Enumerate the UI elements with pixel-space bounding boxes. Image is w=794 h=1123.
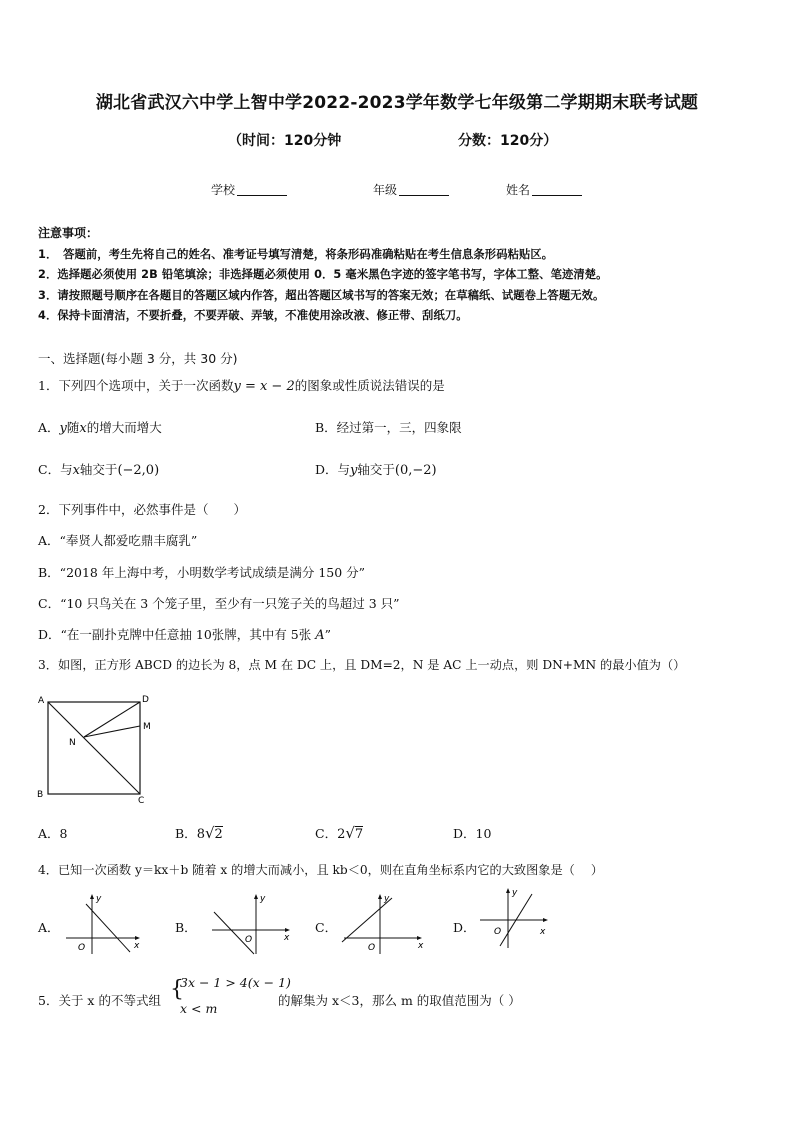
math-point: (0,−2) bbox=[394, 463, 437, 478]
question-4-stem: 4．已知一次函数 y＝kx＋b 随着 x 的增大而减小，且 kb＜0，则在直角坐标系内它的大致图象是（ ） bbox=[38, 863, 604, 877]
q1-option-b: B．经过第一，三，四象限 bbox=[315, 420, 462, 435]
note-item: 3．请按照题号顺序在各题目的答题区域内作答，超出答题区域书写的答案无效；在草稿纸、试题卷上答题无效。 bbox=[38, 289, 605, 302]
y-label: y bbox=[260, 894, 266, 904]
q2-option-b: B．“2018 年上海中考，小明数学考试成绩是满分 150 分” bbox=[38, 565, 366, 580]
notes-title: 注意事项： bbox=[38, 226, 99, 240]
x-label: x bbox=[418, 941, 424, 951]
option-text: 轴交于 bbox=[79, 462, 118, 477]
q2-option-a: A．“奉贤人都爱吃鼎丰腐乳” bbox=[38, 533, 198, 548]
q1-stem-text-end: 的图象或性质说法错误的是 bbox=[294, 378, 445, 393]
q4-graph-a bbox=[62, 890, 144, 958]
question-3-stem: 3．如图，正方形 ABCD 的边长为 8，点 M 在 DC 上，且 DM=2，N 是 AC 上一动点，则 DN+MN 的最小值为（） bbox=[38, 658, 686, 672]
q2-option-c: C．“10 只鸟关在 3 个笼子里，至少有一只笼子关的鸟超过 3 只” bbox=[38, 596, 400, 611]
diagonal-ac bbox=[48, 702, 140, 794]
y-label: y bbox=[512, 888, 518, 898]
y-arrow-icon bbox=[378, 894, 382, 899]
exam-score: 分数：120分） bbox=[458, 133, 558, 149]
option-label: A． bbox=[38, 420, 60, 435]
label-b: B bbox=[37, 790, 44, 800]
q4-graph-c bbox=[340, 890, 428, 958]
question-1-stem bbox=[38, 376, 445, 394]
option-label: C． bbox=[315, 826, 338, 841]
x-arrow-icon bbox=[417, 936, 422, 940]
math-var: y bbox=[59, 421, 67, 436]
q1-option-d bbox=[315, 460, 437, 478]
note-item: 1． 答题前，考生先将自己的姓名、准考证号填写清楚，将条形码准确粘贴在考生信息条形码粘贴区。 bbox=[38, 248, 554, 261]
y-arrow-icon bbox=[506, 888, 510, 893]
q4-graph-d bbox=[476, 884, 556, 952]
option-text: ” bbox=[324, 627, 331, 642]
page-title: 湖北省武汉六中学上智中学2022-2023学年数学七年级第二学期期末联考试题 bbox=[95, 93, 699, 113]
option-text: C．与 bbox=[38, 462, 73, 477]
brace-icon: { bbox=[170, 977, 184, 1002]
x-label: x bbox=[540, 927, 546, 937]
q3-option-d: D．10 bbox=[453, 826, 492, 841]
label-n: N bbox=[69, 738, 76, 748]
note-item: 4．保持卡面清洁，不要折叠，不要弄破、弄皱，不准使用涂改液、修正带、刮纸刀。 bbox=[38, 309, 468, 322]
q5-inequality-2: x < m bbox=[180, 1001, 218, 1016]
grade-label: 年级 bbox=[373, 183, 398, 197]
origin-label: O bbox=[78, 943, 86, 953]
q3-option-b bbox=[175, 824, 223, 842]
q3-option-a: A．8 bbox=[38, 826, 68, 841]
label-c: C bbox=[138, 796, 145, 806]
label-d: D bbox=[142, 695, 149, 705]
y-arrow-icon bbox=[254, 894, 258, 899]
math-coef: 8 bbox=[196, 827, 205, 842]
option-text: 的增大而增大 bbox=[86, 420, 162, 435]
origin-label: O bbox=[368, 943, 376, 953]
name-field bbox=[506, 181, 582, 198]
x-arrow-icon bbox=[135, 936, 140, 940]
section-heading: 一、选择题(每小题 3 分，共 30 分) bbox=[38, 351, 238, 366]
y-label: y bbox=[96, 894, 102, 904]
math-var: x bbox=[72, 463, 80, 478]
q1-option-a bbox=[38, 418, 162, 436]
sqrt-icon: √ bbox=[204, 824, 215, 842]
name-blank bbox=[532, 183, 582, 196]
function-line bbox=[86, 904, 130, 952]
note-item: 2．选择题必须使用 2B 铅笔填涂；非选择题必须使用 0．5 毫米黑色字迹的签字笔书写，字体工整、笔迹清楚。 bbox=[38, 268, 608, 281]
x-arrow-icon bbox=[543, 918, 548, 922]
y-label: y bbox=[384, 894, 390, 904]
school-field bbox=[211, 181, 287, 198]
option-label: B． bbox=[175, 826, 197, 841]
math-var: A bbox=[315, 628, 325, 643]
option-text: 随 bbox=[66, 420, 80, 435]
q4-graph-b bbox=[208, 890, 296, 958]
math-var: x bbox=[79, 421, 87, 436]
exam-time: （时间：120分钟 bbox=[228, 133, 342, 149]
x-arrow-icon bbox=[285, 928, 290, 932]
q2-option-d bbox=[38, 625, 331, 643]
y-arrow-icon bbox=[90, 894, 94, 899]
grade-field bbox=[373, 181, 449, 198]
origin-label: O bbox=[245, 935, 253, 945]
school-label: 学校 bbox=[211, 183, 236, 197]
q4-option-c-label: C． bbox=[315, 920, 338, 935]
q5-inequality-1: 3x − 1 > 4(x − 1) bbox=[180, 975, 291, 990]
x-label: x bbox=[284, 933, 290, 943]
option-text: 轴交于 bbox=[357, 462, 395, 477]
q4-option-a-label: A． bbox=[38, 920, 60, 935]
name-label: 姓名 bbox=[506, 183, 531, 197]
q1-formula: y = x − 2 bbox=[233, 379, 295, 394]
math-point: (−2,0) bbox=[117, 463, 160, 478]
function-line bbox=[214, 912, 254, 954]
math-radicand: 7 bbox=[354, 827, 364, 842]
option-text: D．“在一副扑克牌中任意抽 10张牌，其中有 5张 bbox=[38, 627, 316, 642]
q1-option-c bbox=[38, 460, 159, 478]
q3-option-c bbox=[315, 824, 363, 842]
grade-blank bbox=[399, 183, 449, 196]
math-var: y bbox=[350, 463, 358, 478]
question-5-stem-a: 5．关于 x 的不等式组 bbox=[38, 993, 161, 1008]
q4-option-b-label: B． bbox=[175, 920, 197, 935]
square-figure bbox=[34, 690, 164, 808]
math-coef: 2 bbox=[337, 827, 346, 842]
function-line bbox=[342, 898, 392, 942]
math-radicand: 2 bbox=[214, 827, 223, 842]
label-m: M bbox=[143, 722, 151, 732]
x-label: x bbox=[134, 941, 140, 951]
question-2-stem: 2．下列事件中，必然事件是（ ） bbox=[38, 502, 246, 517]
q4-option-d-label: D． bbox=[453, 920, 476, 935]
sqrt-icon: √ bbox=[345, 824, 355, 842]
question-5-stem-b: 的解集为 x＜3，那么 m 的取值范围为（ ） bbox=[278, 993, 521, 1008]
origin-label: O bbox=[494, 927, 502, 937]
school-blank bbox=[237, 183, 287, 196]
q1-stem-text: 1．下列四个选项中，关于一次函数 bbox=[38, 378, 234, 393]
label-a: A bbox=[38, 696, 45, 706]
option-text: D．与 bbox=[315, 462, 351, 477]
